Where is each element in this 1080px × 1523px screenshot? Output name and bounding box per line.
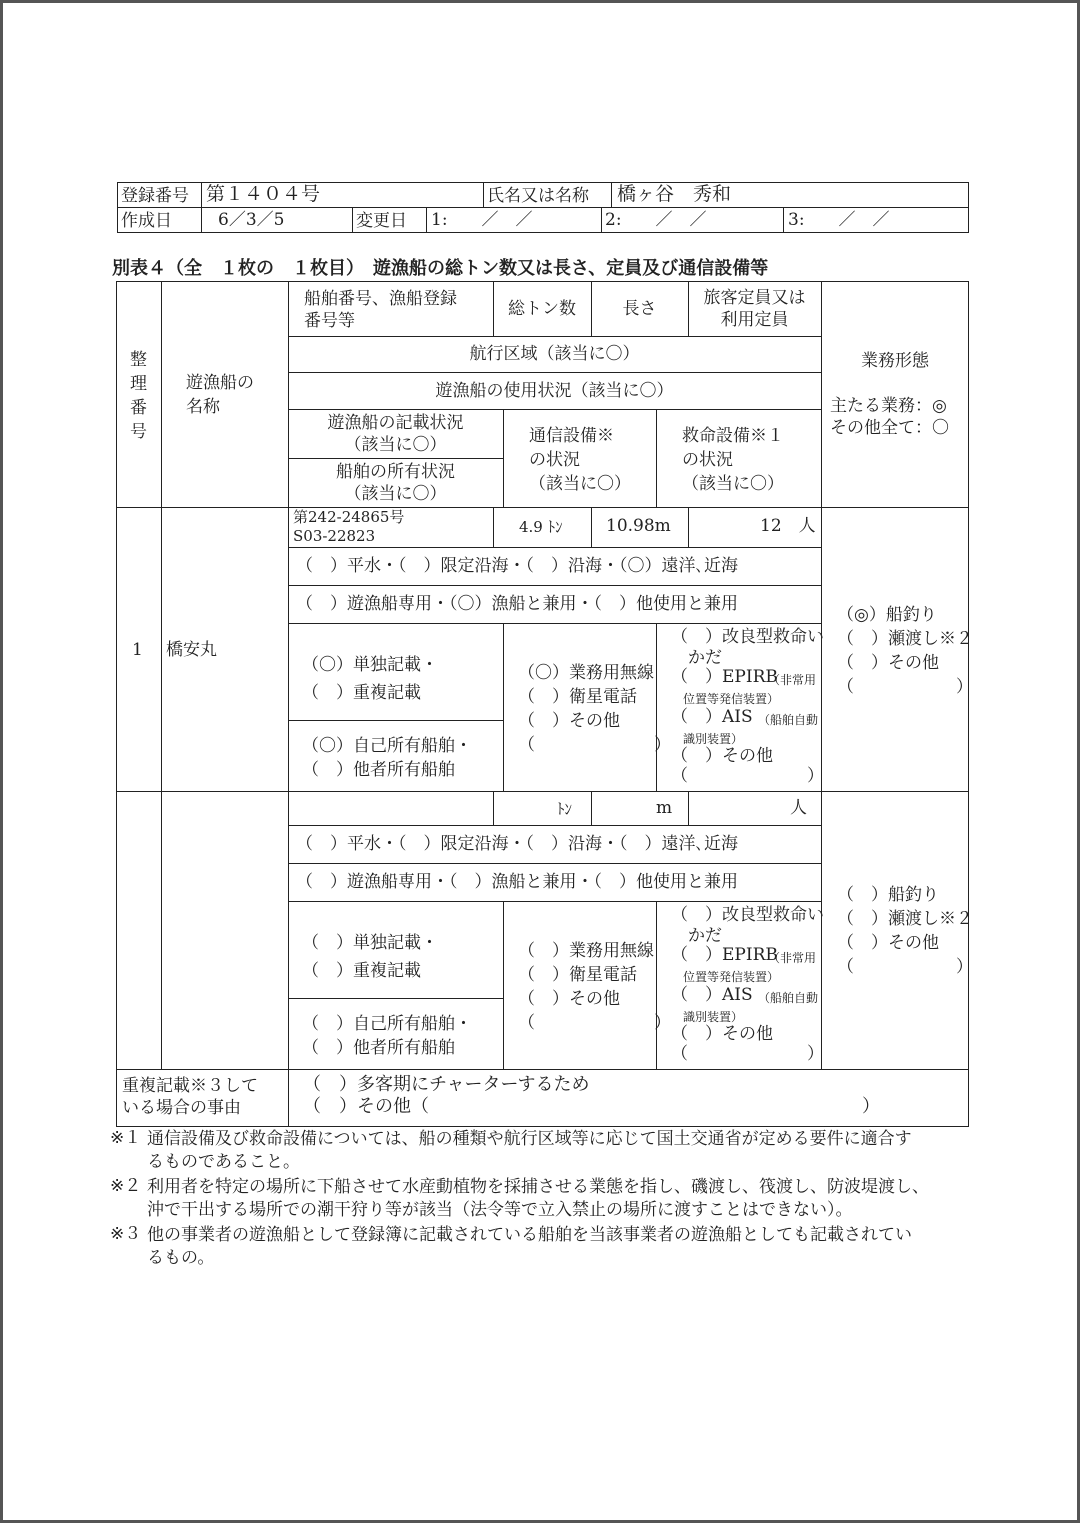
duplicate-reason-other-close: ） (862, 1096, 880, 1117)
registration-number-value: 第１４０４号 (206, 183, 321, 205)
col-header-usage: 遊漁船の使用状況（該当に〇） (435, 380, 674, 401)
name-value: 橋ヶ谷 秀和 (617, 183, 732, 205)
rescue-other-option: （ ）その他 （ ） (671, 1024, 824, 1064)
header-vline (201, 207, 202, 233)
col-line (493, 791, 494, 825)
rescue-raft-option: （ ）改良型救命い かだ (671, 905, 824, 946)
col-header-ship-number: 船舶番号、漁船登録 番号等 (304, 289, 457, 331)
duplicate-reason-label: 重複記載※３して いる場合の事由 (122, 1076, 258, 1118)
change-date-3: 3: ／ ／ (788, 210, 890, 230)
header-vline (601, 207, 602, 233)
col-line (688, 791, 689, 825)
col-header-business: 業務形態 (861, 351, 929, 371)
col-line (493, 507, 494, 547)
business-options: （◎）船釣り （ ）瀬渡し※２ （ ）その他 （ ） (837, 605, 973, 697)
ownership-options: （ ）自己所有船舶・ （ ）他者所有船舶 (302, 1014, 472, 1058)
header-vline (352, 207, 353, 233)
capacity-value: 12 人 (760, 516, 816, 536)
col-line (656, 409, 657, 507)
rescue-raft-option: （ ）改良型救命い かだ (671, 627, 824, 668)
note-mark: ※２ (110, 1176, 142, 1196)
navigation-area-options: （ ）平水・（ ）限定沿海・（ ）沿海・（ ）遠洋､近海 (296, 834, 738, 854)
rescue-other-option: （ ）その他 （ ） (671, 746, 824, 786)
row-line (288, 863, 821, 864)
note-text: 利用者を特定の場所に下船させて水産動植物を採捕させる業態を指し、磯渡し、筏渡し、防波堤渡し、 沖で干出する場所での潮干狩り等が該当（法令等で立入禁止の場所に渡すことはできない）。 (147, 1177, 929, 1220)
note-mark: ※３ (110, 1224, 142, 1244)
record-options: （〇）単独記載・ （ ）重複記載 (302, 655, 438, 703)
page-title: 別表４（全 １枚の １枚目） 遊漁船の総トン数又は長さ、定員及び通信設備等 (112, 258, 769, 279)
name-label: 氏名又は名称 (487, 186, 589, 206)
ship-number: 第242-24865号 S03-22823 (293, 508, 405, 545)
length-value: 10.98m (606, 516, 671, 536)
created-date-label: 作成日 (121, 211, 172, 231)
col-line (161, 281, 162, 1069)
rescue-ais-note: 識別装置） (683, 1010, 744, 1024)
row-line (288, 585, 821, 586)
record-options: （ ）単独記載・ （ ）重複記載 (302, 933, 438, 981)
header-vline (611, 182, 612, 207)
tonnage-value: ﾄﾝ (557, 800, 573, 818)
change-date-1: 1: ／ ／ (431, 210, 533, 230)
business-options: （ ）船釣り （ ）瀬渡し※２ （ ）その他 （ ） (837, 885, 973, 977)
row-line (116, 791, 969, 792)
rescue-ais-option: （ ）AIS (671, 707, 753, 727)
navigation-area-options: （ ）平水・（ ）限定沿海・（ ）沿海・（〇）遠洋､近海 (296, 556, 738, 576)
col-header-business-note: 主たる業務：◎ その他全て：〇 (830, 396, 949, 438)
rescue-ais-note: （船舶自動 (758, 713, 819, 727)
header-divider (117, 207, 969, 208)
comm-options: （〇）業務用無線 （ ）衛星電話 （ ）その他 （ ） (518, 663, 671, 755)
col-line (688, 507, 689, 547)
col-header-number: 整 理 番 号 (130, 350, 147, 442)
col-line (591, 791, 592, 825)
col-header-rescue: 救命設備※１ の状況 （該当に〇） (682, 426, 784, 494)
comm-options: （ ）業務用無線 （ ）衛星電話 （ ）その他 （ ） (518, 941, 671, 1033)
note-mark: ※１ (110, 1128, 142, 1148)
row-line (288, 901, 821, 902)
col-header-ownership: 船舶の所有状況 （該当に〇） (336, 461, 455, 504)
capacity-value: 人 (790, 798, 807, 818)
usage-options: （ ）遊漁船専用・（ ）漁船と兼用・（ ）他使用と兼用 (296, 872, 738, 892)
col-header-length: 長さ (622, 298, 657, 319)
rescue-epirb-note: （非常用 (768, 951, 817, 965)
col-header-comm: 通信設備※ の状況 （該当に〇） (529, 426, 631, 494)
rescue-epirb-option: （ ）EPIRB (671, 667, 778, 687)
created-date-value: 6／3／5 (218, 210, 285, 230)
header-vline (483, 182, 484, 207)
col-header-area: 航行区域（該当に〇） (469, 344, 640, 364)
row-line (288, 720, 503, 721)
row-line (288, 623, 821, 624)
col-line (503, 409, 504, 507)
col-line (503, 901, 504, 1069)
registration-number-label: 登録番号 (121, 186, 189, 206)
rescue-epirb-option: （ ）EPIRB (671, 945, 778, 965)
changed-date-label: 変更日 (356, 211, 407, 231)
length-value: m (656, 798, 673, 818)
header-vline (201, 182, 202, 207)
tonnage-value: 4.9 ﾄﾝ (519, 518, 563, 536)
row-line (116, 507, 969, 508)
col-header-record: 遊漁船の記載状況 （該当に〇） (327, 412, 464, 455)
col-line (591, 507, 592, 547)
rescue-epirb-note: 位置等発信装置） (683, 970, 780, 984)
rescue-ais-note: （船舶自動 (758, 991, 819, 1005)
rescue-epirb-note: 位置等発信装置） (683, 692, 780, 706)
col-header-capacity: 旅客定員又は 利用定員 (703, 287, 806, 330)
ownership-options: （〇）自己所有船舶・ （ ）他者所有船舶 (302, 736, 472, 780)
usage-options: （ ）遊漁船専用・（〇）漁船と兼用・（ ）他使用と兼用 (296, 594, 738, 614)
header-vline (783, 207, 784, 233)
rescue-epirb-note: （非常用 (768, 673, 817, 687)
note-text: 他の事業者の遊漁船として登録簿に記載されている船舶を当該事業者の遊漁船としても記載されてい るもの。 (147, 1225, 912, 1268)
duplicate-reason-other: （ ）その他（ (303, 1096, 429, 1117)
row-line (288, 547, 821, 548)
row-line (288, 825, 821, 826)
header-vline (426, 207, 427, 233)
row-line (116, 1069, 969, 1070)
row-number: 1 (132, 640, 143, 660)
ship-name: 橋安丸 (166, 640, 217, 660)
note-text: 通信設備及び救命設備については、船の種類や航行区域等に応じて国土交通省が定める要件に適合す るものであること。 (147, 1129, 912, 1172)
change-date-2: 2: ／ ／ (605, 210, 707, 230)
duplicate-reason-charter: （ ）多客期にチャーターするため (303, 1074, 590, 1095)
rescue-ais-note: 識別装置） (683, 732, 744, 746)
col-line (503, 623, 504, 791)
col-header-tonnage: 総トン数 (508, 298, 576, 319)
row-line (288, 998, 503, 999)
rescue-ais-option: （ ）AIS (671, 985, 753, 1005)
col-line (821, 281, 822, 1069)
col-header-ship-name: 遊漁船の 名称 (186, 373, 254, 417)
